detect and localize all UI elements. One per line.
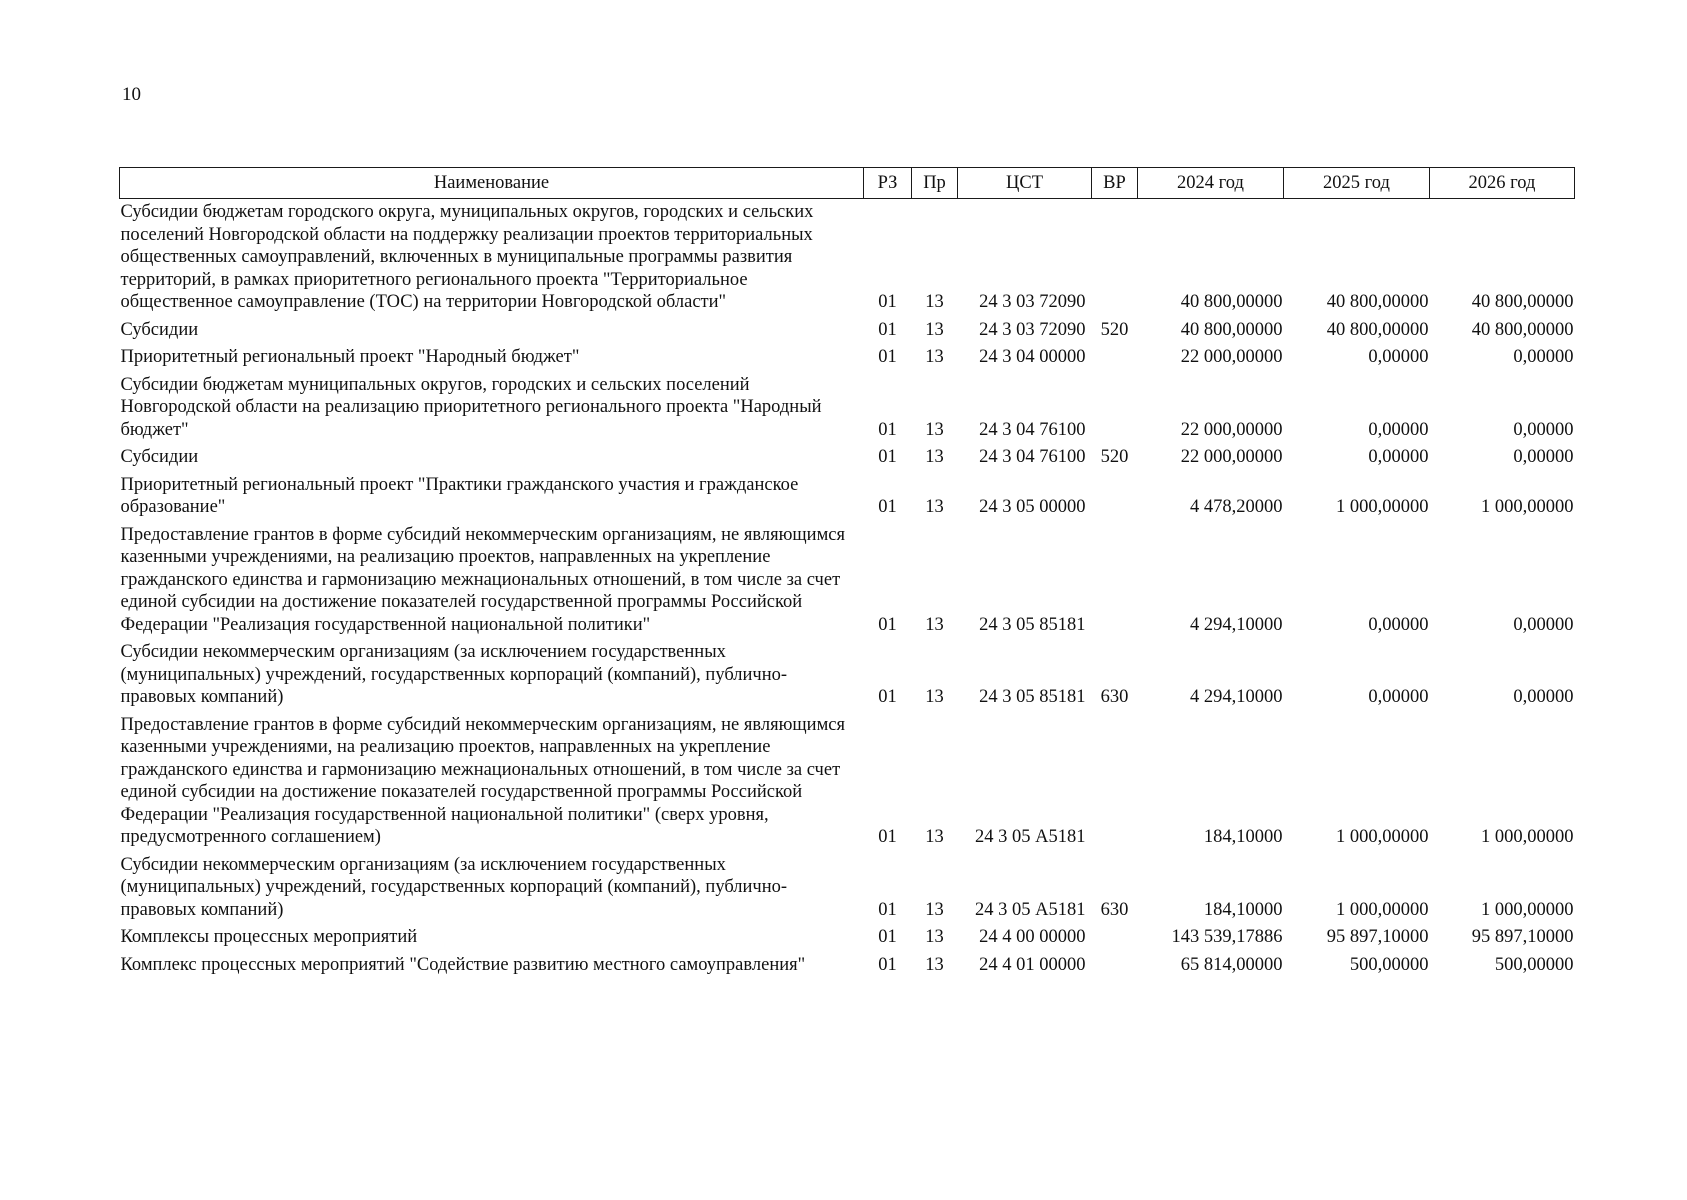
row-name: Комплексы процессных мероприятий [120,927,418,947]
row-rz: 01 [878,292,897,312]
row-2026: 0,00000 [1513,447,1574,467]
row-pr: 13 [925,899,944,920]
row-vr [1092,344,1138,372]
row-2025: 0,00000 [1368,419,1429,440]
row-rz: 01 [878,827,897,847]
row-vr [1092,924,1138,952]
table-row [120,522,1575,640]
row-cst: 24 3 03 72090 [979,292,1086,312]
row-cst: 24 3 03 72090 [979,319,1086,340]
row-pr: 13 [925,827,944,847]
row-pr: 13 [925,419,944,440]
header-vr: ВР [1092,168,1138,199]
row-2024: 40 800,00000 [1180,319,1283,340]
header-2026: 2026 год [1430,168,1575,199]
row-2025: 0,00000 [1368,347,1429,367]
header-name: Наименование [120,168,864,199]
header-row [120,168,1575,199]
row-cst: 24 3 05 00000 [979,497,1086,517]
header-2025: 2025 год [1284,168,1430,199]
row-pr: 13 [925,347,944,367]
header-cst: ЦСТ [958,168,1092,199]
row-rz: 01 [878,319,897,340]
row-name: Субсидии бюджетам муниципальных округов, городских и сельских поселений Новгородской области на реализацию приоритетного регионального проекта "Народный бюджет" [120,374,822,440]
row-rz: 01 [878,497,897,517]
row-pr: 13 [925,954,944,975]
row-vr [1092,372,1138,445]
row-pr: 13 [925,292,944,312]
row-2026: 0,00000 [1513,614,1574,635]
row-2025: 0,00000 [1368,687,1429,707]
table-row [120,372,1575,445]
row-vr: 520 [1100,319,1129,340]
row-2024: 22 000,00000 [1180,419,1283,440]
row-name: Субсидии некоммерческим организациям (за исключением государственных (муниципальных) учреждений, государственных корпораций (компаний), публично-правовых компаний) [120,642,788,707]
row-2024: 184,10000 [1203,899,1283,920]
row-rz: 01 [878,954,897,975]
row-name: Субсидии [120,447,199,467]
row-vr [1092,522,1138,640]
row-2024: 4 294,10000 [1190,687,1283,707]
row-pr: 13 [925,319,944,340]
row-name: Субсидии [120,319,199,340]
row-vr: 630 [1100,687,1129,707]
row-name: Предоставление грантов в форме субсидий некоммерческим организациям, не являющимся казенными учреждениями, на реализацию проектов, направленных на укрепление гражданского единства и гармонизацию межнациональных отношений, в том числе за счет единой субсидии на достижение показателей государственной программы Российской Федерации "Реализация государственной национальной политики" (сверх уровня, предусмотренного соглашением) [120,714,845,847]
row-2024: 143 539,17886 [1171,927,1283,947]
row-vr [1092,712,1138,852]
row-2026: 1 000,00000 [1481,899,1574,920]
row-cst: 24 3 05 85181 [979,687,1086,707]
header-2024: 2024 год [1138,168,1284,199]
row-2026: 0,00000 [1513,347,1574,367]
row-2025: 95 897,10000 [1326,927,1429,947]
row-2024: 65 814,00000 [1180,954,1283,975]
row-pr: 13 [925,614,944,635]
row-vr [1092,952,1138,980]
row-rz: 01 [878,614,897,635]
row-name: Субсидии некоммерческим организациям (за исключением государственных (муниципальных) учреждений, государственных корпораций (компаний), публично-правовых компаний) [120,854,788,920]
row-cst: 24 3 05 А5181 [975,899,1086,920]
row-name: Комплекс процессных мероприятий "Содействие развитию местного самоуправления" [120,954,806,975]
table-body [120,199,1575,980]
row-2026: 0,00000 [1513,687,1574,707]
budget-table [119,167,1575,979]
row-vr: 520 [1100,447,1129,467]
row-vr: 630 [1100,899,1129,920]
row-cst: 24 4 01 00000 [979,954,1086,975]
row-2024: 22 000,00000 [1180,347,1283,367]
row-2026: 0,00000 [1513,419,1574,440]
table-row [120,852,1575,925]
table-row [120,712,1575,852]
table-row [120,317,1575,345]
table-row [120,472,1575,522]
row-cst: 24 3 04 76100 [979,419,1086,440]
row-name: Предоставление грантов в форме субсидий некоммерческим организациям, не являющимся казенными учреждениями, на реализацию проектов, направленных на укрепление гражданского единства и гармонизацию межнациональных отношений, в том числе за счет единой субсидии на достижение показателей государственной программы Российской Федерации "Реализация государственной национальной политики" [120,524,845,635]
header-rz: РЗ [864,168,912,199]
row-2025: 0,00000 [1368,447,1429,467]
header-pr: Пр [912,168,958,199]
row-cst: 24 4 00 00000 [979,927,1086,947]
table-header [120,168,1575,199]
table-row [120,444,1575,472]
row-2024: 40 800,00000 [1180,292,1283,312]
row-pr: 13 [925,447,944,467]
row-rz: 01 [878,447,897,467]
row-2024: 4 478,20000 [1190,497,1283,517]
row-rz: 01 [878,347,897,367]
row-2025: 40 800,00000 [1326,292,1429,312]
row-2026: 95 897,10000 [1471,927,1574,947]
row-cst: 24 3 04 00000 [979,347,1086,367]
row-vr [1092,472,1138,522]
row-name: Приоритетный региональный проект "Народный бюджет" [120,347,580,367]
table-row [120,924,1575,952]
row-2025: 500,00000 [1349,954,1429,975]
row-2026: 40 800,00000 [1471,319,1574,340]
row-2026: 500,00000 [1494,954,1574,975]
row-rz: 01 [878,927,897,947]
row-name: Субсидии бюджетам городского округа, муниципальных округов, городских и сельских поселений Новгородской области на поддержку реализации проектов территориальных общественных самоуправлений, включенных в муниципальные программы развития территорий, в рамках приоритетного регионального проекта "Территориальное общественное самоуправление (ТОС) на территории Новгородской области" [120,202,814,312]
row-2025: 40 800,00000 [1326,319,1429,340]
row-cst: 24 3 05 85181 [979,614,1086,635]
table-row [120,952,1575,980]
row-cst: 24 3 05 А5181 [975,827,1086,847]
row-pr: 13 [925,687,944,707]
row-cst: 24 3 04 76100 [979,447,1086,467]
row-2026: 1 000,00000 [1481,497,1574,517]
page-number: 10 [122,84,141,105]
row-2026: 40 800,00000 [1471,292,1574,312]
row-2026: 1 000,00000 [1481,827,1574,847]
row-name: Приоритетный региональный проект "Практики гражданского участия и гражданское образование" [120,474,799,517]
row-2024: 22 000,00000 [1180,447,1283,467]
row-2025: 1 000,00000 [1336,899,1429,920]
row-pr: 13 [925,927,944,947]
row-2025: 1 000,00000 [1336,497,1429,517]
row-rz: 01 [878,899,897,920]
row-2025: 1 000,00000 [1336,827,1429,847]
row-pr: 13 [925,497,944,517]
table-row [120,344,1575,372]
table-row [120,199,1575,317]
table-row [120,639,1575,712]
row-2024: 4 294,10000 [1190,614,1283,635]
row-rz: 01 [878,419,897,440]
row-vr [1092,199,1138,317]
row-2025: 0,00000 [1368,614,1429,635]
row-rz: 01 [878,687,897,707]
row-2024: 184,10000 [1203,827,1283,847]
